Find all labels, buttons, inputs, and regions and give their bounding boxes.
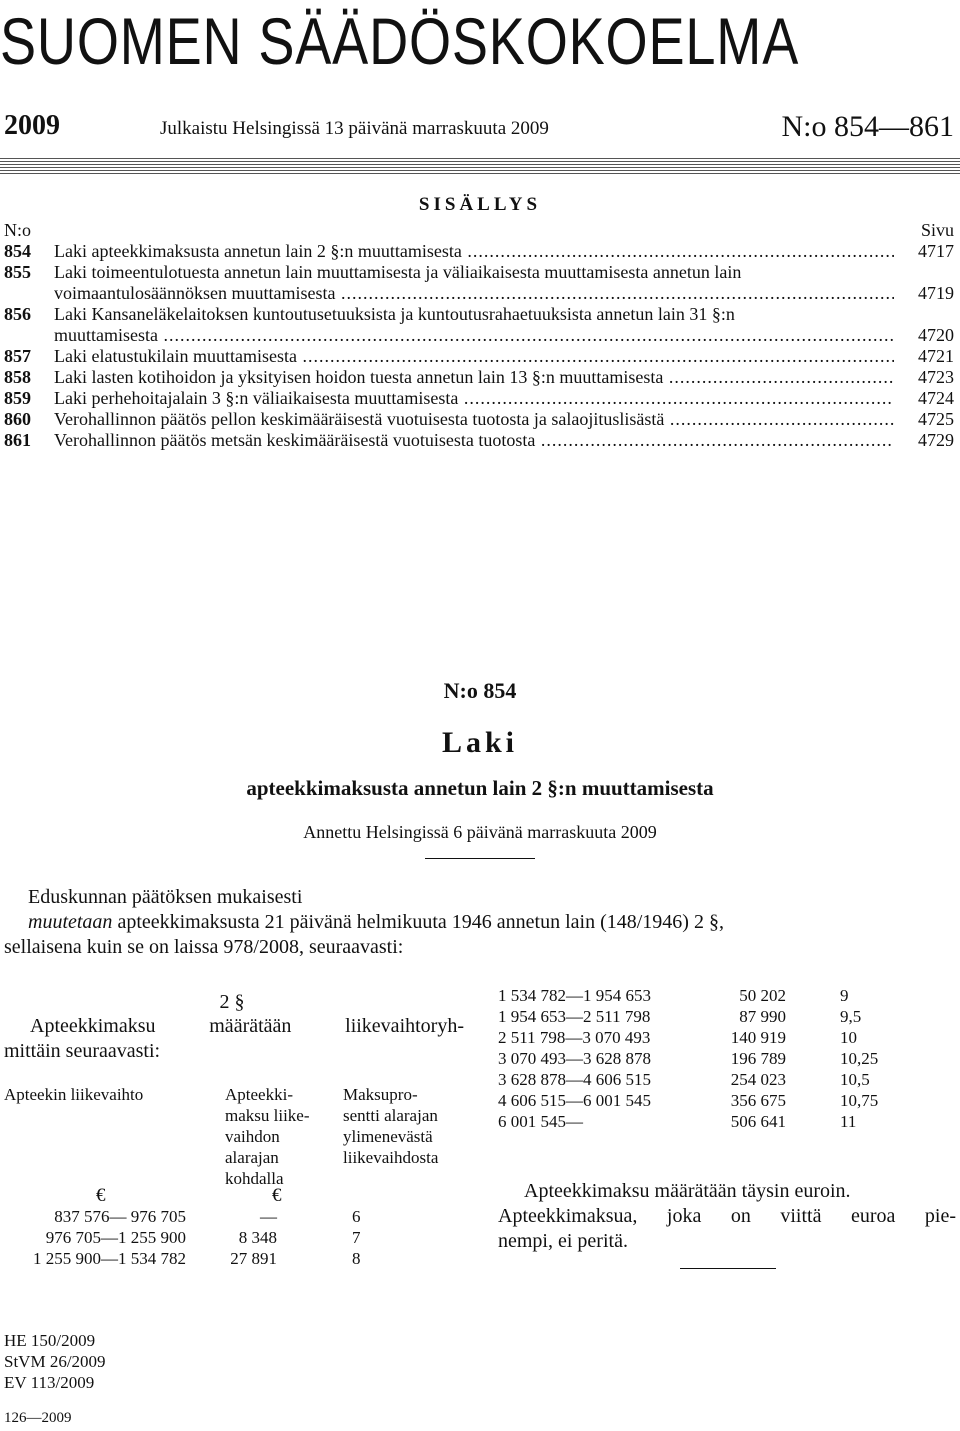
table-cell-fee: 50 202 bbox=[739, 986, 786, 1005]
table-cell-fee: — bbox=[260, 1207, 277, 1226]
act-given: Annettu Helsingissä 6 päivänä marraskuuta 2009 bbox=[303, 822, 657, 842]
table-header-turnover: Apteekin liikevaihto bbox=[4, 1085, 144, 1104]
header-published: Julkaistu Helsingissä 13 päivänä marraskuuta 2009 bbox=[160, 118, 549, 139]
toc-item-number: 858 bbox=[4, 367, 31, 387]
table-cell-percent: 10,25 bbox=[840, 1049, 879, 1068]
table-cell-percent: 11 bbox=[840, 1112, 857, 1131]
table-cell-fee: 506 641 bbox=[730, 1112, 786, 1131]
toc-col-page: Sivu bbox=[920, 220, 954, 240]
table-cell-percent: 9,5 bbox=[840, 1007, 862, 1026]
intro-line-3: sellaisena kuin se on laissa 978/2008, seuraavasti: bbox=[4, 936, 404, 958]
intro-italic: muutetaan bbox=[28, 911, 113, 933]
toc-item-number: 860 bbox=[4, 409, 31, 429]
header-number: N:o 854—861 bbox=[781, 110, 954, 143]
toc-item-title: Laki Kansaneläkelaitoksen kuntoutusetuuksista ja kuntoutusrahaetuuksista annetun lain 31 §:n bbox=[54, 304, 735, 324]
table-cell-fee: 356 675 bbox=[730, 1091, 786, 1110]
toc-item-title: Laki lasten kotihoidon ja yksityisen hoidon tuesta annetun lain 13 §:n muuttamisesta ..... bbox=[54, 367, 894, 388]
closing-line-1: Apteekkimaksu määrätään täysin euroin. bbox=[524, 1180, 851, 1202]
masthead: SUOMEN SÄÄDÖSKOKOELMA bbox=[0, 4, 800, 78]
table-cell-percent: 10,5 bbox=[840, 1070, 870, 1089]
toc-item-title: Laki apteekkimaksusta annetun lain 2 §:n muuttamisesta ..... bbox=[54, 241, 894, 262]
currency-symbol: € bbox=[272, 1185, 282, 1206]
toc-item-title: Laki elatustukilain muuttamisesta ..... bbox=[54, 346, 894, 367]
table-cell-percent: 6 bbox=[352, 1207, 361, 1226]
toc-item-title-continued: voimaantulosäännöksen muuttamisesta ..... bbox=[54, 283, 894, 304]
section-heading: 2 § bbox=[219, 991, 245, 1013]
header-year: 2009 bbox=[4, 110, 60, 141]
toc-heading: SISÄLLYS bbox=[418, 194, 542, 215]
table-cell-percent: 9 bbox=[840, 986, 849, 1005]
table-cell-range: 837 576— 976 705 bbox=[54, 1207, 186, 1226]
toc-item-number: 859 bbox=[4, 388, 31, 408]
toc-item bbox=[4, 304, 954, 346]
toc-item-title-continued: muuttamisesta ..... bbox=[54, 325, 894, 346]
toc-item-number: 857 bbox=[4, 346, 31, 366]
toc-item-title: Laki toimeentulotuesta annetun lain muuttamisesta ja väliaikaisesta muuttamisesta annetun lain bbox=[54, 262, 742, 282]
page-code: 126—2009 bbox=[4, 1410, 72, 1426]
closing-line-2: Apteekkimaksua, joka on viittä euroa pie- bbox=[498, 1205, 956, 1227]
closing-line-3: nempi, ei peritä. bbox=[498, 1230, 628, 1252]
table-cell-range: 2 511 798—3 070 493 bbox=[498, 1028, 651, 1047]
paragraph-line-2: mittäin seuraavasti: bbox=[4, 1040, 161, 1062]
table-cell-fee: 140 919 bbox=[730, 1028, 786, 1047]
toc-item-number: 856 bbox=[4, 304, 31, 324]
divider bbox=[425, 858, 535, 859]
toc-item-title: Verohallinnon päätös metsän keskimääräisestä vuotuisesta tuotosta ..... bbox=[54, 430, 894, 451]
table-cell-fee: 254 023 bbox=[730, 1070, 786, 1089]
table-cell-fee: 196 789 bbox=[730, 1049, 786, 1068]
act-type: Laki bbox=[441, 726, 519, 759]
reference: StVM 26/2009 bbox=[4, 1352, 106, 1371]
legislative-references bbox=[4, 1330, 106, 1393]
intro-line-1: Eduskunnan päätöksen mukaisesti bbox=[28, 886, 303, 908]
toc-item bbox=[4, 262, 954, 304]
toc-item-number: 855 bbox=[4, 262, 31, 282]
reference: HE 150/2009 bbox=[4, 1331, 96, 1350]
divider bbox=[680, 1268, 776, 1269]
table-cell-percent: 10 bbox=[840, 1028, 857, 1047]
table-cell-range: 6 001 545— bbox=[498, 1112, 583, 1131]
toc-item-title: Verohallinnon päätös pellon keskimääräisestä vuotuisesta tuotosta ja salaojituslisästä ..... bbox=[54, 409, 894, 430]
table-cell-percent: 7 bbox=[352, 1228, 361, 1247]
table-cell-range: 1 255 900—1 534 782 bbox=[33, 1249, 186, 1268]
toc-item-title: Laki perhehoitajalain 3 §:n väliaikaisesta muuttamisesta ..... bbox=[54, 388, 894, 409]
table-header-percent: Maksupro- sentti alarajan ylimenevästä liikevaihdosta bbox=[343, 1085, 439, 1167]
toc-item-number: 854 bbox=[4, 241, 31, 261]
intro-line-2 bbox=[28, 910, 956, 934]
table-cell-percent: 10,75 bbox=[840, 1091, 879, 1110]
toc-item-page: 4721 bbox=[918, 346, 954, 366]
table-cell-range: 3 628 878—4 606 515 bbox=[498, 1070, 651, 1089]
intro-line-2-text: apteekkimaksusta 21 päivänä helmikuuta 1946 annetun lain (148/1946) 2 §, bbox=[117, 911, 724, 933]
toc-item-page: 4717 bbox=[918, 241, 954, 261]
toc-item-page: 4725 bbox=[918, 409, 954, 429]
table-header-fee: Apteekki- maksu liike- vaihdon alarajan kohdalla bbox=[225, 1085, 310, 1188]
table-cell-fee: 27 891 bbox=[230, 1249, 277, 1268]
toc-item-page: 4723 bbox=[918, 367, 954, 387]
toc-item-page: 4720 bbox=[918, 325, 954, 345]
table-cell-range: 1 534 782—1 954 653 bbox=[498, 986, 651, 1005]
act-title: apteekkimaksusta annetun lain 2 §:n muuttamisesta bbox=[246, 776, 714, 800]
act-number: N:o 854 bbox=[443, 678, 517, 703]
toc-item-page: 4719 bbox=[918, 283, 954, 303]
table-cell-range: 976 705—1 255 900 bbox=[45, 1228, 186, 1247]
toc-item-page: 4724 bbox=[918, 388, 954, 408]
table-cell-fee: 87 990 bbox=[739, 1007, 786, 1026]
paragraph-line-1: Apteekkimaksu määrätään liikevaihtoryh- bbox=[30, 1015, 464, 1037]
table-cell-percent: 8 bbox=[352, 1249, 361, 1268]
toc-item-number: 861 bbox=[4, 430, 31, 450]
currency-symbol: € bbox=[96, 1185, 106, 1206]
reference: EV 113/2009 bbox=[4, 1373, 95, 1392]
toc-col-no: N:o bbox=[4, 220, 31, 240]
toc-item-page: 4729 bbox=[918, 430, 954, 450]
table-cell-range: 3 070 493—3 628 878 bbox=[498, 1049, 651, 1068]
header-rules bbox=[0, 156, 960, 174]
table-cell-range: 4 606 515—6 001 545 bbox=[498, 1091, 651, 1110]
table-cell-fee: 8 348 bbox=[238, 1228, 277, 1247]
table-cell-range: 1 954 653—2 511 798 bbox=[498, 1007, 651, 1026]
